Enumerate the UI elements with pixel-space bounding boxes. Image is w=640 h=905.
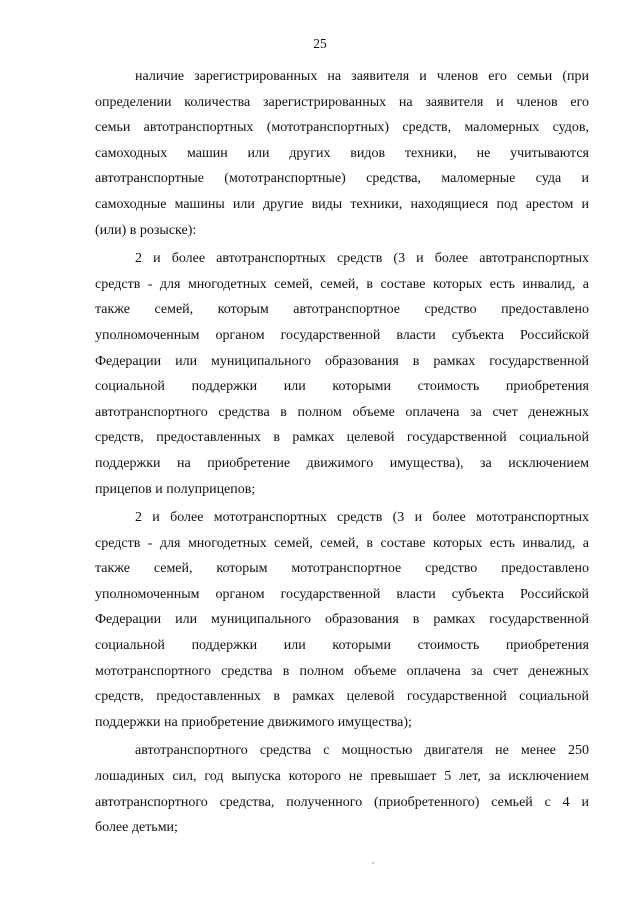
text-line: средств - для многодетных семей, семей, в составе которых есть инвалид, а	[95, 535, 589, 551]
text-line: определении количества зарегистрированных на заявителя и членов его	[95, 94, 589, 110]
text-line: Федерации или муниципального образования в рамках государственной	[95, 353, 589, 369]
text-line: средств - для многодетных семей, семей, в составе которых есть инвалид, а	[95, 276, 589, 292]
text-line: средств, предоставленных в рамках целевой государственной социальной	[95, 430, 589, 446]
text-line: самоходные машины или другие виды техники, находящиеся под арестом и	[95, 196, 589, 212]
paragraph-moto-vehicles	[95, 505, 589, 735]
text-line: социальной поддержки или которыми стоимость приобретения	[95, 379, 589, 395]
text-line: поддержки на приобретение движимого имущества), за исключением	[95, 455, 589, 471]
text-line: автотранспортные (мототранспортные) средства, маломерные суда и	[95, 171, 589, 187]
text-line: 2 и более мототранспортных средств (3 и более мототранспортных	[135, 510, 589, 526]
text-line: социальной поддержки или которыми стоимость приобретения	[95, 638, 589, 654]
text-line: автотранспортного средства с мощностью двигателя не менее 250	[135, 743, 589, 759]
text-line: также семей, которым автотранспортное средство предоставлено	[95, 302, 589, 318]
text-line: лошадиных сил, год выпуска которого не превышает 5 лет, за исключением	[95, 769, 589, 785]
document-body	[95, 64, 589, 844]
text-line: уполномоченным органом государственной власти субъекта Российской	[95, 586, 589, 602]
text-line: прицепов и полуприцепов;	[95, 481, 256, 497]
text-line: мототранспортного средства в полном объеме оплачена за счет денежных	[95, 663, 589, 679]
paragraph-auto-vehicles	[95, 246, 589, 502]
text-line: более детьми;	[95, 820, 178, 836]
text-line: средств, предоставленных в рамках целевой государственной социальной	[95, 689, 589, 705]
text-line: уполномоченным органом государственной власти субъекта Российской	[95, 327, 589, 343]
text-line: автотранспортного средства, полученного (приобретенного) семьей с 4 и	[95, 794, 589, 810]
text-line: самоходных машин или других видов техники, не учитываются	[95, 145, 589, 161]
scan-speck	[372, 862, 374, 864]
text-line: автотранспортного средства в полном объеме оплачена за счет денежных	[95, 404, 589, 420]
text-line: наличие зарегистрированных на заявителя и членов его семьи (при	[135, 69, 589, 84]
page-number: 25	[313, 36, 327, 51]
paragraph-registered-vehicles	[95, 64, 589, 243]
text-line: поддержки на приобретение движимого имущества);	[95, 714, 412, 730]
text-line: 2 и более автотранспортных средств (3 и более автотранспортных	[135, 251, 589, 267]
text-line: (или) в розыске):	[95, 222, 197, 238]
paragraph-engine-power	[95, 738, 589, 840]
text-line: Федерации или муниципального образования в рамках государственной	[95, 612, 589, 628]
text-line: семьи автотранспортных (мототранспортных) средств, маломерных судов,	[95, 120, 589, 136]
text-line: также семей, которым мототранспортное средство предоставлено	[95, 561, 589, 577]
